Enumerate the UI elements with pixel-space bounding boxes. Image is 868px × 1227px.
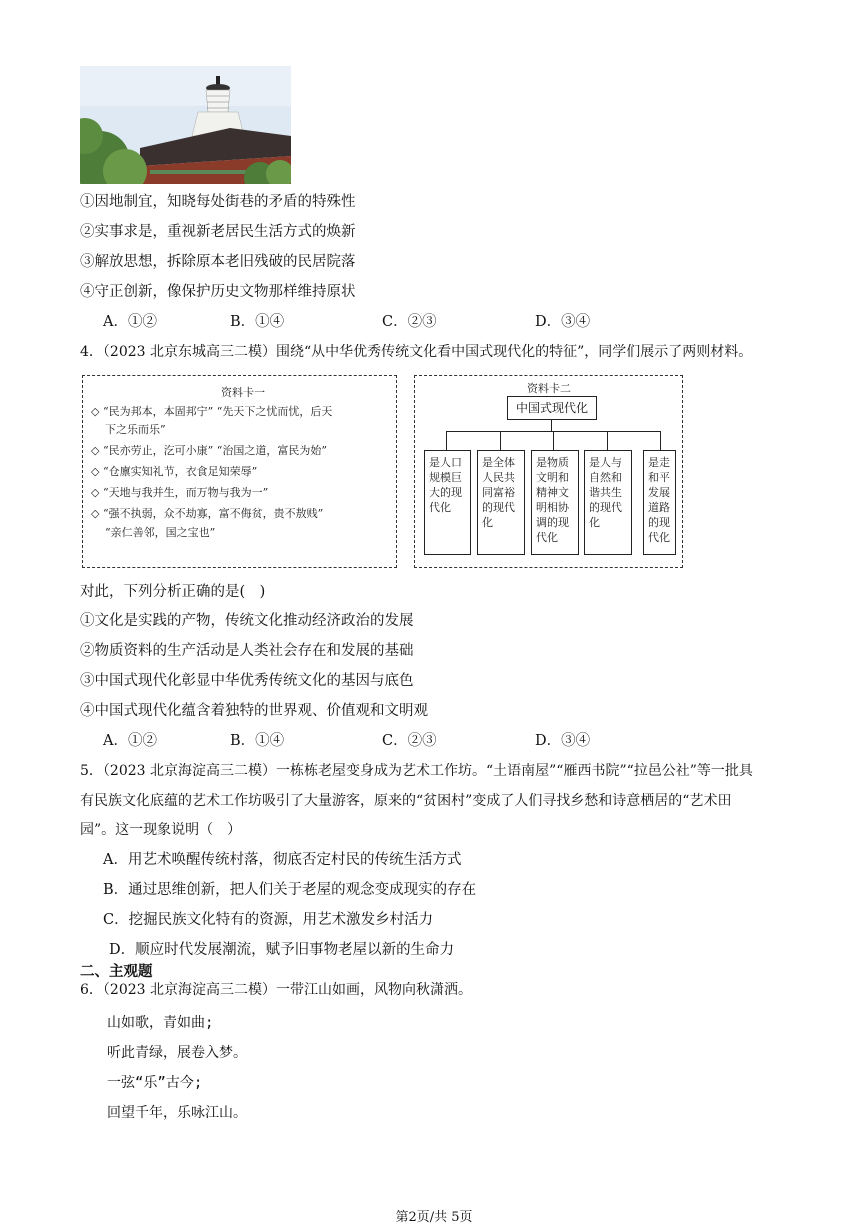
card1-item: “亲仁善邻，国之宝也” [105,526,216,539]
q5-stem-line-2: 有民族文化底蕴的艺术工作坊吸引了大量游客，原来的“贫困村”变成了人们寻找乡愁和诗意栖居的“艺术田 [80,793,732,809]
connector [553,431,554,450]
card1-item: ◇ “天地与我并生，而万物与我为一” [91,486,269,499]
q4-stem: 4．（2023 北京东城高三二模）围绕“从中华优秀传统文化看中国式现代化的特征”，同学们展示了两则材料。 [80,344,753,360]
poem-line: 山如歌，青如曲; [107,1015,214,1031]
q5-option-d: D．顺应时代发展潮流，赋予旧事物老屋以新的生命力 [109,942,455,958]
q5-stem-line-1: 5．（2023 北京海淀高三二模）一栋栋老屋变身成为艺术工作坊。“土语南屋”“雁西书院”“拉邑公社”等一批具 [80,763,753,779]
section-heading: 二、主观题 [80,963,153,980]
material-card-1 [82,375,397,568]
card2-branch: 是走和平发展道路的现代化 [643,450,676,555]
q4-statement-4: ④中国式现代化蕴含着独特的世界观、价值观和文明观 [80,703,428,719]
q3-option-c: C．②③ [382,314,437,330]
card2-root-box: 中国式现代化 [507,396,597,420]
connector [660,431,661,450]
q6-stem: 6．（2023 北京海淀高三二模）一带江山如画，风物向秋潇洒。 [80,982,472,998]
q4-option-d: D．③④ [535,733,591,749]
q3-option-b: B．①④ [230,314,285,330]
connector [446,431,447,450]
connector [607,431,608,450]
card1-item: 下之乐而乐” [105,423,166,436]
q4-statement-2: ②物质资料的生产活动是人类社会存在和发展的基础 [80,643,414,659]
connector [500,431,501,450]
pagoda-photo [80,66,291,184]
card2-branch: 是人口规模巨大的现代化 [424,450,471,555]
q4-statement-1: ①文化是实践的产物，传统文化推动经济政治的发展 [80,613,414,629]
card2-branch: 是物质文明和精神文明相协调的现代化 [531,450,579,555]
card2-branch: 是人与自然和谐共生的现代化 [584,450,632,555]
q4-option-c: C．②③ [382,733,437,749]
material-card-2 [414,375,683,568]
connector [551,419,552,431]
card1-item: ◇ “民亦劳止，汔可小康” “治国之道，富民为始” [91,444,327,457]
card2-branch: 是全体人民共同富裕的现代化 [477,450,525,555]
q5-option-c: C．挖掘民族文化特有的资源，用艺术激发乡村活力 [103,912,434,928]
poem-line: 回望千年，乐咏江山。 [107,1105,247,1121]
card1-item: ◇ “强不执弱，众不劫寡，富不侮贫，贵不敖贱” [91,507,324,520]
q5-option-b: B．通过思维创新，把人们关于老屋的观念变成现实的存在 [103,882,477,898]
q3-statement-3: ③解放思想，拆除原本老旧残破的民居院落 [80,254,356,270]
poem-line: 一弦“乐”古今; [107,1075,203,1091]
q5-stem-line-3: 园”。这一现象说明（ ） [80,822,242,838]
card1-item: ◇ “仓廪实知礼节，衣食足知荣辱” [91,465,258,478]
q3-option-d: D．③④ [535,314,591,330]
poem-line: 听此青绿，展卷入梦。 [107,1045,247,1061]
q3-statement-1: ①因地制宜，知晓每处街巷的矛盾的特殊性 [80,194,356,210]
card2-title: 资料卡二 [527,382,571,395]
q4-statement-3: ③中国式现代化彰显中华优秀传统文化的基因与底色 [80,673,414,689]
q3-statement-2: ②实事求是，重视新老居民生活方式的焕新 [80,224,356,240]
q3-option-a: A．①② [103,314,157,330]
q5-option-a: A．用艺术唤醒传统村落，彻底否定村民的传统生活方式 [103,852,462,868]
page-number: 第2页/共 5页 [395,1210,473,1225]
card1-item: ◇ “民为邦本，本固邦宁” “先天下之忧而忧，后天 [91,405,333,418]
q3-statement-4: ④守正创新，像保护历史文物那样维持原状 [80,284,356,300]
q4-option-a: A．①② [103,733,157,749]
q4-option-b: B．①④ [230,733,285,749]
q4-question: 对此，下列分析正确的是( ) [80,584,266,600]
card1-title: 资料卡一 [221,386,265,399]
